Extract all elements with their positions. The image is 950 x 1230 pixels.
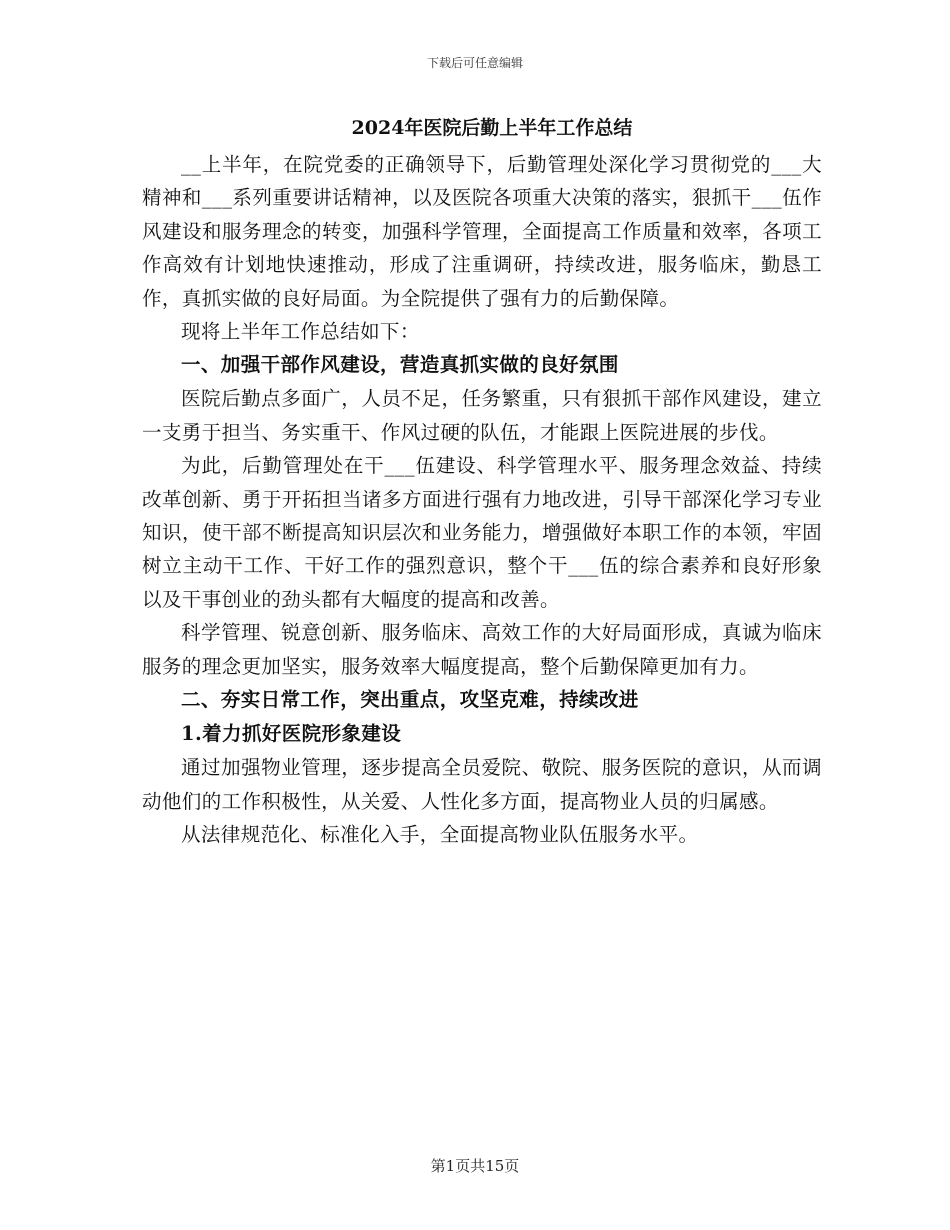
section-1-paragraph-1: 医院后勤点多面广，人员不足，任务繁重，只有狠抓干部作风建设，建立一支勇于担当、务实重干、作风过硬的队伍，才能跟上医院进展的步伐。 [142,387,822,444]
subsection-1-paragraph-1: 通过加强物业管理，逐步提高全员爱院、敬院、服务医院的意识，从而调动他们的工作积极性，从关爱、人性化多方面，提高物业人员的归属感。 [142,756,822,813]
header-note: 下载后可任意编辑 [426,56,523,70]
subsection-heading-1: 1.着力抓好医院形象建设 [181,722,402,746]
section-heading-1: 一、加强干部作风建设，营造真抓实做的良好氛围 [181,353,619,377]
document-title: 2024年医院后勤上半年工作总结 [351,117,633,139]
summary-lead-paragraph: 现将上半年工作总结如下： [181,320,420,344]
page-number: 第1页共15页 [430,1157,520,1175]
section-1-paragraph-3: 科学管理、锐意创新、服务临床、高效工作的大好局面形成，真诚为临床服务的理念更加坚实，服务效率大幅度提高，整个后勤保障更加有力。 [142,621,822,678]
document-body [142,108,822,851]
intro-paragraph: __上半年，在院党委的正确领导下，后勤管理处深化学习贯彻党的___大精神和___系列重要讲话精神，以及医院各项重大决策的落实，狠抓干___伍作风建设和服务理念的转变，加强科学管理，全面提高工作质量和效率，各项工作高效有计划地快速推动，形成了注重调研，持续改进，服务临床，勤恳工作，真抓实做的良好局面。为全院提供了强有力的后勤保障。 [142,153,822,310]
subsection-1-paragraph-2: 从法律规范化、标准化入手，全面提高物业队伍服务水平。 [181,822,699,846]
section-1-paragraph-2: 为此，后勤管理处在干___伍建设、科学管理水平、服务理念效益、持续改革创新、勇于开拓担当诸多方面进行强有力地改进，引导干部深化学习专业知识，使干部不断提高知识层次和业务能力，增强做好本职工作的本领，牢固树立主动干工作、干好工作的强烈意识，整个干___伍的综合素养和良好形象以及干事创业的劲头都有大幅度的提高和改善。 [142,454,822,611]
section-heading-2: 二、夯实日常工作，突出重点，攻坚克难，持续改进 [181,688,639,712]
